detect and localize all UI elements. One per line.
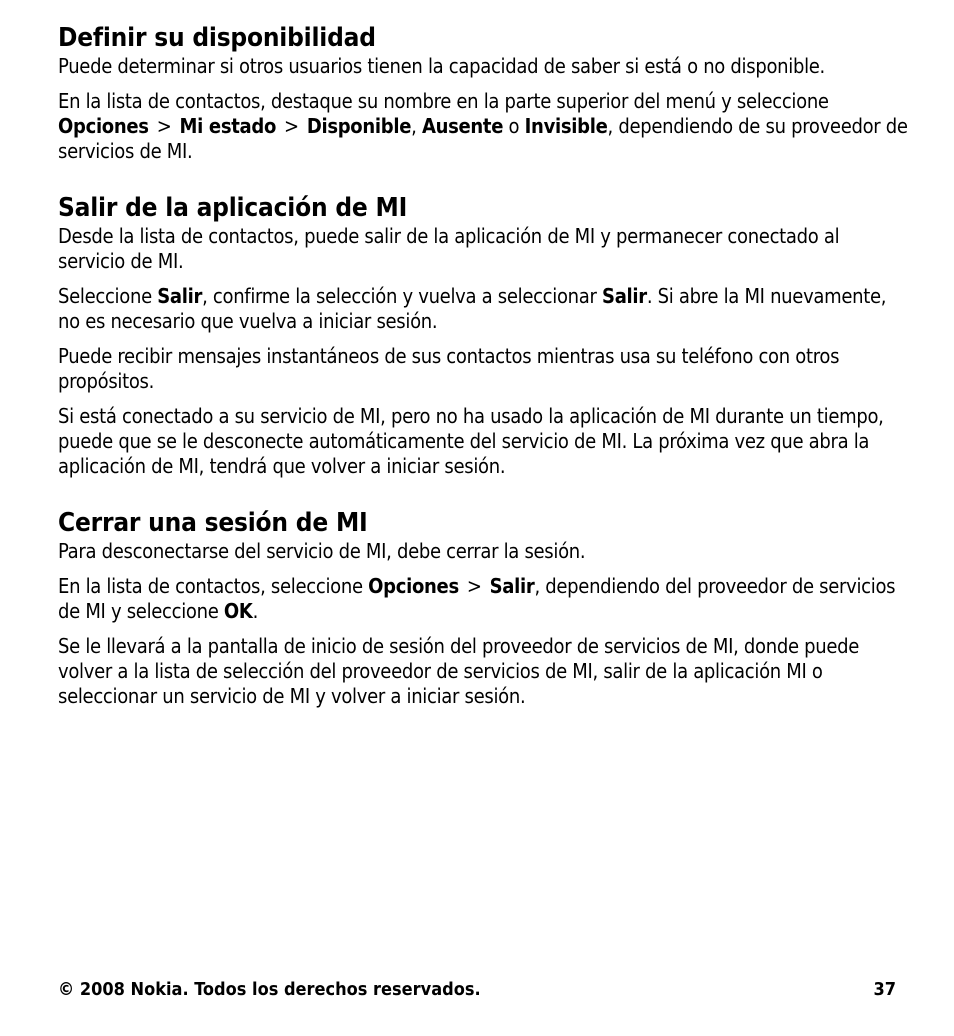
menu-path-item: Ausente bbox=[421, 114, 504, 138]
section-availability bbox=[58, 22, 908, 164]
paragraph: Se le llevará a la pantalla de inicio de sesión del proveedor de servicios de MI, donde puede volver a la lista de selección del proveedor de servicios de MI, salir de la aplicación MI o seleccionar un servicio de MI y volver a iniciar sesión. bbox=[58, 634, 860, 708]
menu-path-separator: > bbox=[156, 114, 172, 138]
section-heading: Salir de la aplicación de MI bbox=[58, 193, 408, 223]
paragraph: Puede determinar si otros usuarios tienen la capacidad de saber si está o no disponible. bbox=[58, 54, 825, 78]
text-run: Seleccione bbox=[58, 284, 158, 308]
menu-path-item: Opciones bbox=[58, 114, 149, 138]
menu-path-item: Disponible bbox=[306, 114, 412, 138]
text-run: , bbox=[411, 114, 422, 138]
paragraph bbox=[58, 284, 908, 334]
paragraph bbox=[58, 574, 908, 624]
text-run: En la lista de contactos, seleccione bbox=[58, 574, 369, 598]
text-run: o bbox=[503, 114, 525, 138]
menu-path-separator: > bbox=[466, 574, 482, 598]
menu-path-item: Opciones bbox=[368, 574, 459, 598]
menu-path-item: OK bbox=[223, 599, 253, 623]
text-run: , dependiendo del proveedor de servicios de MI y seleccione bbox=[58, 574, 896, 623]
page-number: 37 bbox=[873, 979, 896, 1000]
section-exit-app bbox=[58, 192, 908, 479]
paragraph: Puede recibir mensajes instantáneos de sus contactos mientras usa su teléfono con otros propósitos. bbox=[58, 344, 840, 393]
menu-path-separator: > bbox=[284, 114, 299, 138]
copyright-notice: © 2008 Nokia. Todos los derechos reservados. bbox=[58, 979, 481, 1000]
text-run: , confirme la selección y vuelva a seleccionar bbox=[202, 284, 603, 308]
paragraph bbox=[58, 89, 908, 164]
text-run: , dependiendo de su proveedor de servicios de MI. bbox=[58, 114, 908, 163]
document-page bbox=[58, 22, 908, 737]
paragraph: Desde la lista de contactos, puede salir de la aplicación de MI y permanecer conectado al servicio de MI. bbox=[58, 224, 840, 273]
page-footer bbox=[58, 978, 896, 1002]
paragraph: Si está conectado a su servicio de MI, pero no ha usado la aplicación de MI durante un tiempo, puede que se le desconecte automáticamente del servicio de MI. La próxima vez que abra la aplicación de MI, tendrá que volver a iniciar sesión. bbox=[58, 404, 884, 478]
section-logout bbox=[58, 507, 908, 709]
section-heading: Cerrar una sesión de MI bbox=[58, 508, 368, 538]
text-run: . bbox=[252, 599, 258, 623]
text-run: En la lista de contactos, destaque su nombre en la parte superior del menú y seleccione bbox=[58, 89, 829, 113]
text-run: . Si abre la MI nuevamente, no es necesario que vuelva a iniciar sesión. bbox=[58, 284, 887, 333]
menu-path-item: Salir bbox=[157, 284, 203, 308]
paragraph: Para desconectarse del servicio de MI, debe cerrar la sesión. bbox=[58, 539, 586, 563]
menu-path-item: Mi estado bbox=[179, 114, 277, 138]
menu-path-item: Salir bbox=[602, 284, 647, 308]
section-heading: Definir su disponibilidad bbox=[58, 23, 376, 53]
menu-path-item: Invisible bbox=[524, 114, 608, 138]
menu-path-item: Salir bbox=[489, 574, 535, 598]
